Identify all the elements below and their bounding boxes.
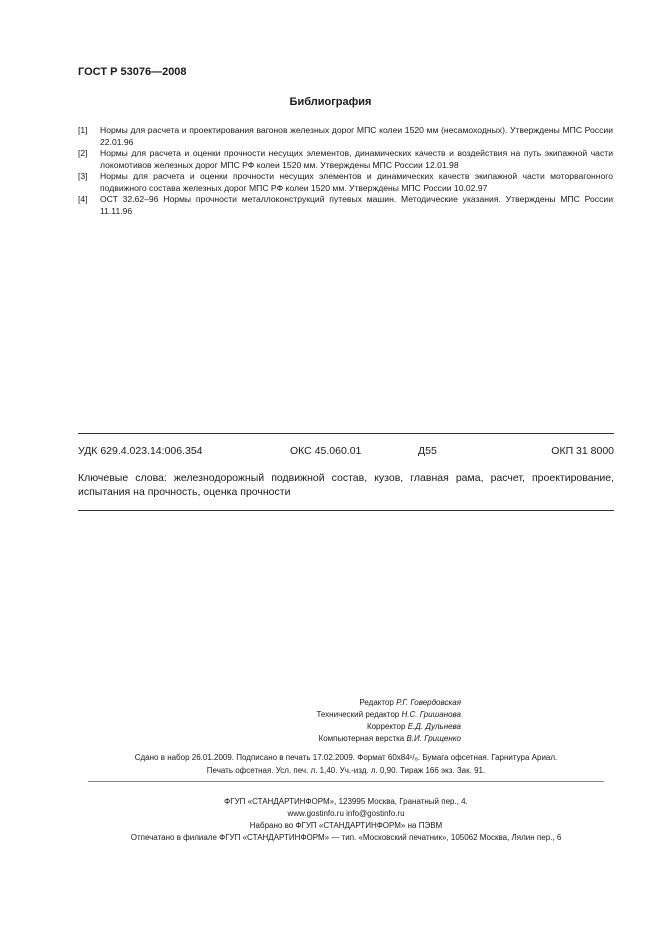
oks-code: ОКС 45.060.01 [290,445,362,457]
bibliography-title: Библиография [289,96,372,108]
udk-code: УДК 629.4.023.14:006.354 [78,445,203,457]
standard-code: ГОСТ Р 53076—2008 [78,66,187,78]
publisher-line: Набрано во ФГУП «СТАНДАРТИНФОРМ» на ПЭВМ [249,821,443,830]
divider-bottom [78,510,614,511]
credit-name: Е.Д. Дульнева [407,722,461,731]
d-code: Д55 [418,445,437,457]
credit-role: Редактор [359,698,394,707]
credit-role: Корректор [366,722,406,731]
credit-role: Технический редактор [316,710,400,719]
credit-proofreader [200,721,461,733]
credit-layout [200,733,461,745]
bibliography-entry [78,125,613,148]
credit-role: Компьютерная верстка [318,734,405,743]
entry-number: [4] [78,194,88,204]
credit-name: Н.С. Гришанова [401,710,461,719]
credit-tech-editor [200,709,461,721]
entry-text: Нормы для расчета и оценки прочности несущих элементов, динамических качеств и воздействия на путь экипажной части локомотивов железных дорог МПС РФ колеи 1520 мм. Утверждены МПС России 12.01.98 [100,148,613,170]
publisher-info [78,796,614,844]
entry-text: Нормы для расчета и проектирования вагонов железных дорог МПС колеи 1520 мм (несамоходных). Утверждены МПС России 22.01.96 [100,125,613,147]
print-info-line: Печать офсетная. Усл. печ. л. 1,40. Уч.-изд. л. 0,90. Тираж 166 экз. Зак. 91. [206,766,486,775]
print-info-line: Сдано в набор 26.01.2009. Подписано в печать 17.02.2009. Формат 60x84¹/₈. Бумага офсетная. Гарнитура Ариал. [134,753,558,762]
entry-number: [3] [78,171,88,181]
entry-text: ОСТ 32.62–96 Нормы прочности металлоконструкций путевых машин. Методические указания. Утверждены МПС России 11.11.96 [100,194,613,216]
publisher-web: www.gostinfo.ru info@gostinfo.ru [287,809,405,818]
keywords: Ключевые слова: железнодорожный подвижной состав, кузов, главная рама, расчет, проектирование, испытания на прочность, оценка прочности [78,472,614,498]
print-info [78,751,614,777]
credits-block [200,697,461,745]
publisher-line: Отпечатано в филиале ФГУП «СТАНДАРТИНФОРМ» — тип. «Московский печатник», 105062 Москва, Лялин пер., 6 [130,833,562,842]
bibliography-entry [78,171,613,194]
bibliography-entry [78,148,613,171]
credit-editor [200,697,461,709]
okp-code: ОКП 31 8000 [551,445,614,457]
publisher-line: ФГУП «СТАНДАРТИНФОРМ», 123995 Москва, Гранатный пер., 4. [224,797,468,806]
bibliography-entry [78,194,613,217]
credit-name: Р.Г. Говердовская [396,698,461,707]
entry-number: [2] [78,148,88,158]
entry-number: [1] [78,125,88,135]
divider-top [78,433,614,434]
divider-print [88,781,604,782]
bibliography-list [78,125,613,217]
entry-text: Нормы для расчета и оценки прочности несущих элементов и динамических качеств экипажной части моторвагонного подвижного состава железных дорог МПС РФ колеи 1520 мм. Утверждены МПС России 10.02.97 [100,171,613,193]
credit-name: В.И. Грищенко [406,734,461,743]
